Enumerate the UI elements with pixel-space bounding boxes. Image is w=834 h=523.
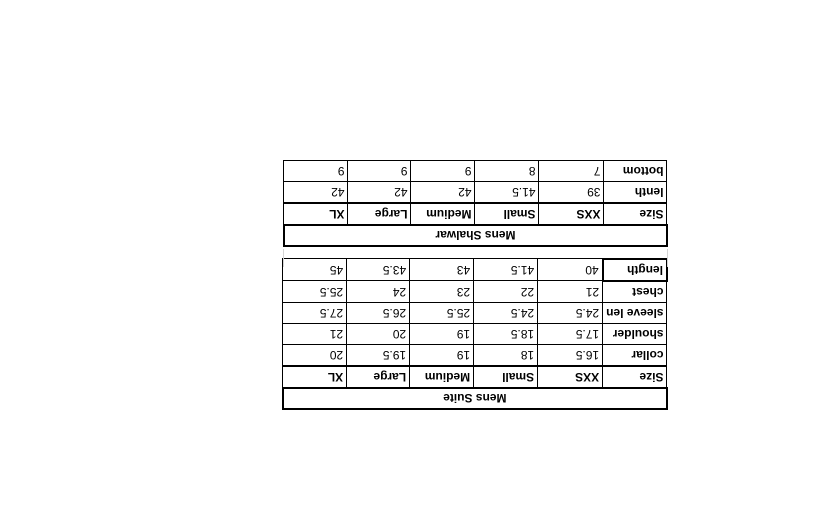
table-cell: 18.5: [474, 324, 538, 345]
table-cell: 40: [538, 259, 603, 281]
table-cell: 24.5: [474, 303, 538, 324]
table-cell: 20: [283, 345, 347, 367]
size-column-header: Small: [475, 203, 539, 225]
table-row: [283, 324, 667, 345]
header-row: [283, 366, 667, 388]
table-cell: 27.5: [283, 303, 347, 324]
size-header: Size: [604, 203, 667, 225]
table-cell: 16.5: [538, 345, 603, 367]
table-cell: 21: [283, 324, 347, 345]
size-column-header: Small: [474, 366, 538, 388]
size-header: Size: [603, 366, 667, 388]
measurement-label: collar: [603, 345, 667, 367]
table-cell: 17.5: [538, 324, 603, 345]
size-column-header: XXS: [539, 203, 604, 225]
size-column-header: Medium: [410, 366, 474, 388]
table-cell: 7: [539, 161, 604, 182]
header-row: [284, 203, 667, 225]
table-cell: 24.5: [538, 303, 603, 324]
measurement-label: chest: [603, 281, 667, 303]
table-cell: 25.5: [283, 281, 347, 303]
mens-shalwar-table: [283, 160, 668, 247]
table-cell: 43: [410, 259, 474, 281]
table-cell: 9: [348, 161, 411, 182]
table-cell: 19.5: [347, 345, 410, 367]
empty-row-gap: [283, 249, 668, 267]
table-cell: 18: [474, 345, 538, 367]
table-cell: 19: [410, 345, 474, 367]
size-column-header: XL: [283, 366, 347, 388]
table-row: [283, 281, 667, 303]
table-cell: 42: [411, 182, 475, 204]
table-row: [284, 161, 667, 182]
table-cell: 19: [410, 324, 474, 345]
table-cell: 25.5: [410, 303, 474, 324]
size-column-header: XXS: [538, 366, 603, 388]
size-column-header: Large: [348, 203, 411, 225]
size-column-header: Medium: [411, 203, 475, 225]
section-title: Mens Suite: [283, 388, 667, 409]
table-cell: 42: [348, 182, 411, 204]
table-cell: 41.5: [475, 182, 539, 204]
section-title: Mens Shalwar: [284, 225, 667, 246]
measurement-label: shoulder: [603, 324, 667, 345]
measurement-label: bottom: [604, 161, 667, 182]
measurement-label: sleeve len: [603, 303, 667, 324]
table-cell: 9: [411, 161, 475, 182]
mens-suite-table: [282, 258, 668, 410]
table-cell: 21: [538, 281, 603, 303]
table-cell: 41.5: [474, 259, 538, 281]
table-cell: 20: [347, 324, 410, 345]
table-cell: 23: [410, 281, 474, 303]
table-cell: 9: [284, 161, 348, 182]
table-row: [283, 303, 667, 324]
table-cell: 22: [474, 281, 538, 303]
table-cell: 26.5: [347, 303, 410, 324]
table-cell: 24: [347, 281, 410, 303]
table-cell: 43.5: [347, 259, 410, 281]
table-cell: 8: [475, 161, 539, 182]
size-column-header: XL: [284, 203, 348, 225]
table-cell: 39: [539, 182, 604, 204]
table-row: [283, 345, 667, 367]
table-row: [284, 182, 667, 204]
measurement-label: length: [603, 259, 667, 281]
table-cell: 45: [283, 259, 347, 281]
table-cell: 42: [284, 182, 348, 204]
size-column-header: Large: [347, 366, 410, 388]
measurement-label: lenth: [604, 182, 667, 204]
